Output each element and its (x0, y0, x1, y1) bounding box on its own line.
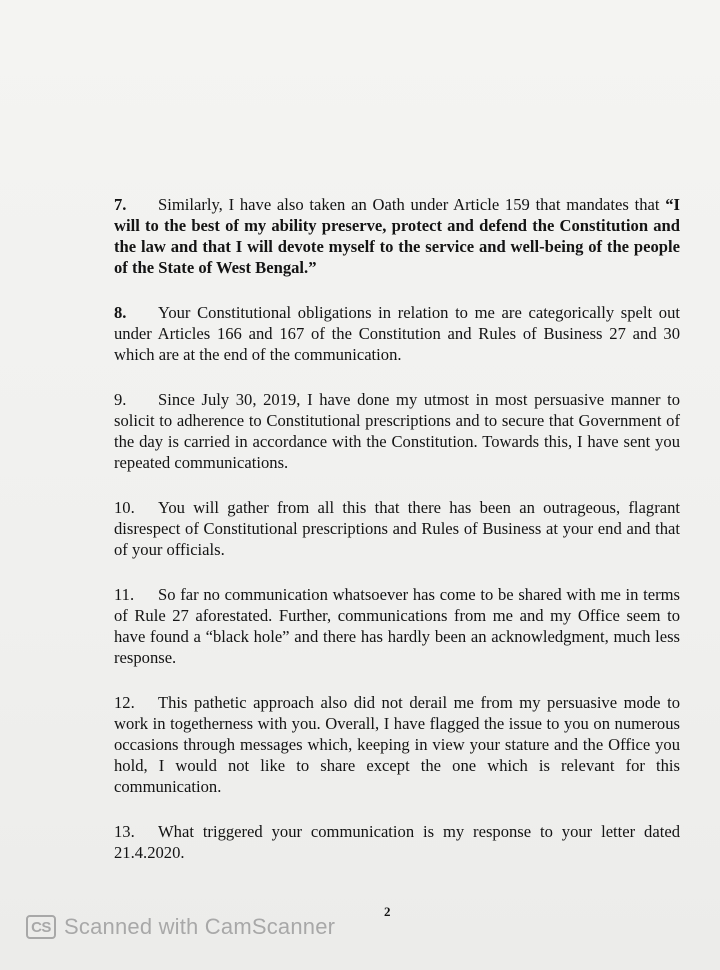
paragraph-10 (114, 497, 680, 560)
paragraph-number: 7. (114, 195, 127, 214)
paragraph-text: Your Constitutional obligations in relation to me are categorically spelt out under Articles 166 and 167 of the Constitution and Rules of Business 27 and 30 which are at the end of the communication. (114, 303, 680, 364)
paragraph-text: You will gather from all this that there has been an outrageous, flagrant disrespect of Constitutional prescriptions and Rules of Business at your end and that of your officials. (114, 498, 680, 559)
page-number: 2 (384, 904, 391, 919)
camscanner-logo-icon: CS (26, 915, 56, 939)
paragraph-text: So far no communication whatsoever has come to be shared with me in terms of Rule 27 aforestated. Further, communications from me and my Office seem to have found a “black hole” and there has hardly been an acknowledgment, much less response. (114, 585, 680, 667)
paragraph-12 (114, 692, 680, 797)
paragraph-number: 8. (114, 303, 127, 322)
paragraph-text: This pathetic approach also did not derail me from my persuasive mode to work in togetherness with you. Overall, I have flagged the issue to you on numerous occasions through messages which, keeping in view your stature and the Office you hold, I would not like to share except the one which is relevant for this communication. (114, 693, 680, 796)
paragraph-13 (114, 821, 680, 863)
paragraph-number: 9. (114, 390, 127, 409)
paragraph-7 (114, 194, 680, 278)
paragraph-number: 13. (114, 822, 135, 841)
watermark-text: Scanned with CamScanner (64, 914, 336, 939)
letter-body (114, 194, 680, 887)
paragraph-11 (114, 584, 680, 668)
paragraph-text: Similarly, I have also taken an Oath under Article 159 that mandates that (158, 195, 666, 214)
camscanner-watermark (26, 914, 335, 940)
paragraph-9 (114, 389, 680, 473)
oath-quote: “I will to the best of my ability preserve, protect and defend the Constitution and the law and that I will devote myself to the service and well-being of the people of the State of West Bengal.” (114, 195, 680, 277)
paragraph-text: Since July 30, 2019, I have done my utmost in most persuasive manner to solicit to adherence to Constitutional prescriptions and to secure that Government of the day is carried in accordance with the Constitution. Towards this, I have sent you repeated communications. (114, 390, 680, 472)
paragraph-number: 10. (114, 498, 135, 517)
paragraph-text: What triggered your communication is my response to your letter dated 21.4.2020. (114, 822, 680, 862)
paragraph-8 (114, 302, 680, 365)
paragraph-number: 12. (114, 693, 135, 712)
paragraph-number: 11. (114, 585, 135, 604)
